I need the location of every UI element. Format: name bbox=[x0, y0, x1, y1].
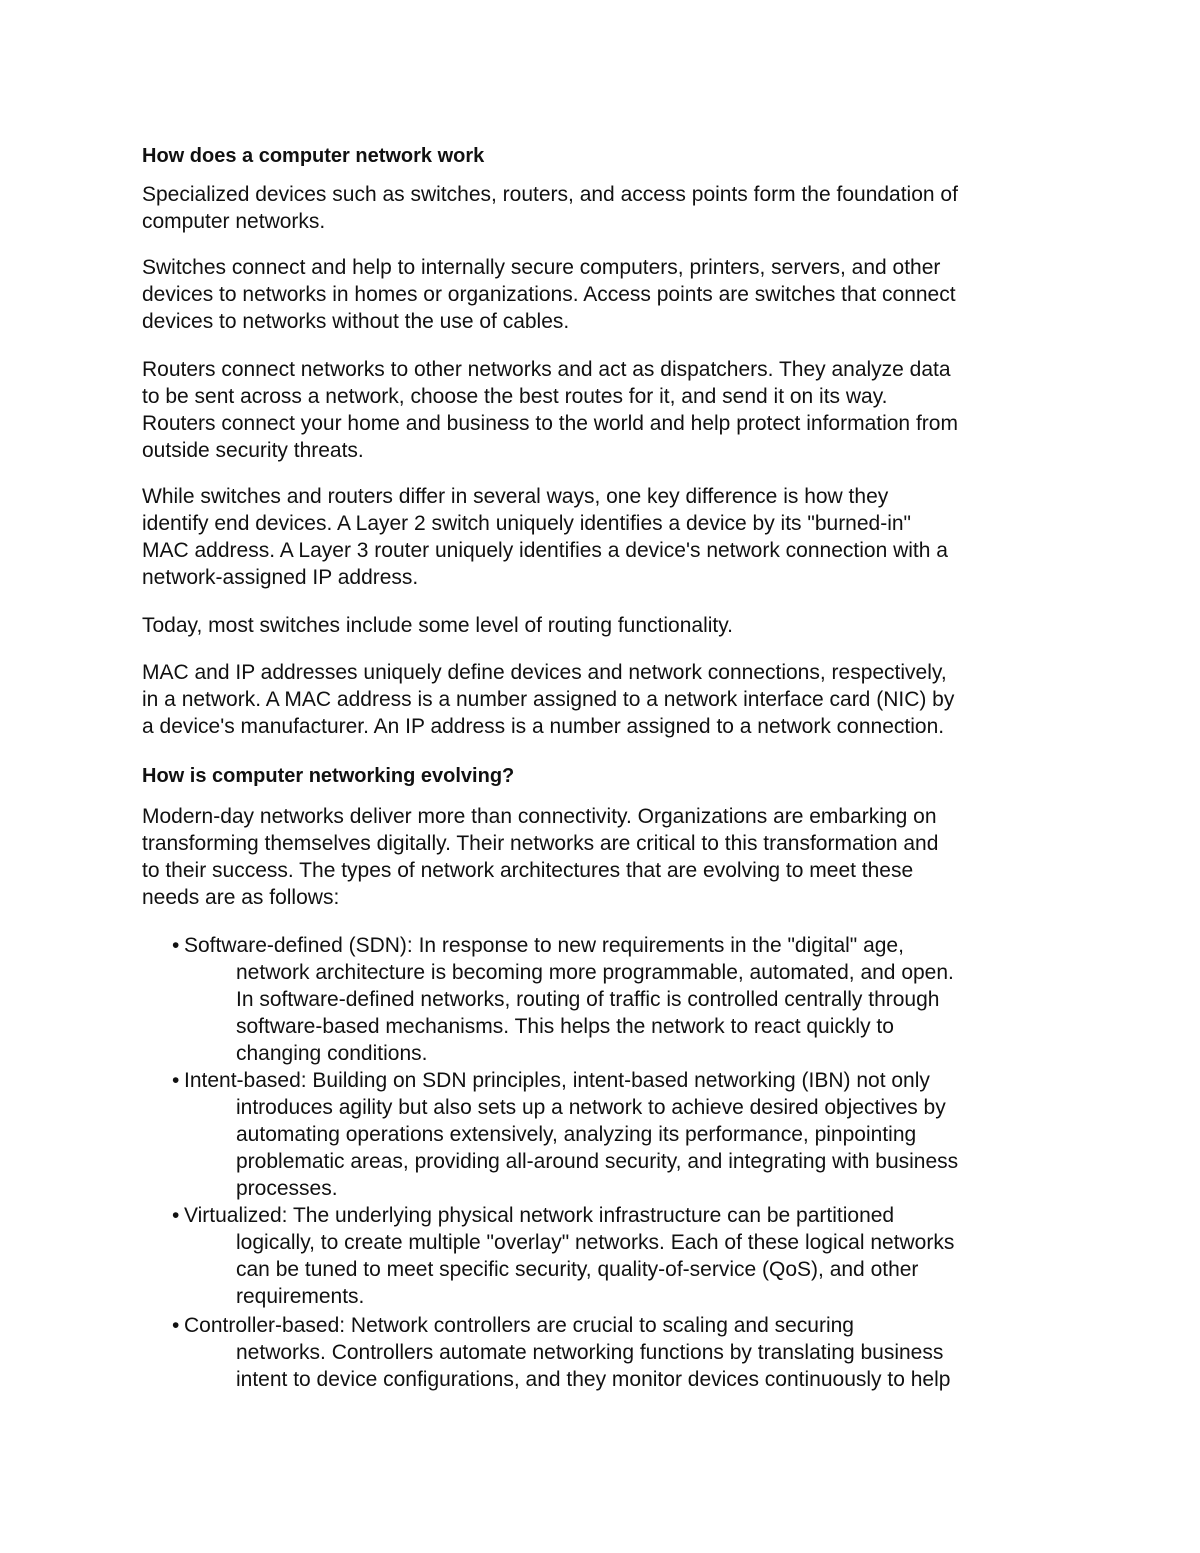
paragraph bbox=[142, 181, 1102, 235]
text-line: a device's manufacturer. An IP address is a number assigned to a network connection. bbox=[142, 715, 945, 738]
text-line: MAC address. A Layer 3 router uniquely identifies a device's network connection with a bbox=[142, 539, 948, 562]
paragraph bbox=[142, 659, 1102, 740]
text-line: in a network. A MAC address is a number assigned to a network interface card (NIC) by bbox=[142, 688, 955, 711]
text-line: devices to networks without the use of cables. bbox=[142, 310, 570, 333]
text-line: changing conditions. bbox=[236, 1042, 428, 1065]
bullet-item bbox=[172, 932, 1072, 1067]
text-line: Modern-day networks deliver more than connectivity. Organizations are embarking on bbox=[142, 805, 937, 828]
heading-how-network-works bbox=[142, 143, 1102, 170]
text-line: intent to device configurations, and they monitor devices continuously to help bbox=[236, 1368, 951, 1391]
text-line: to their success. The types of network architectures that are evolving to meet these bbox=[142, 859, 914, 882]
bullet-text: Virtualized: The underlying physical network infrastructure can be partitioned bbox=[184, 1204, 895, 1227]
text-line: outside security threats. bbox=[142, 439, 364, 462]
text-line: to be sent across a network, choose the best routes for it, and send it on its way. bbox=[142, 385, 888, 408]
bullet-text: Software-defined (SDN): In response to new requirements in the "digital" age, bbox=[184, 934, 904, 957]
bullet-icon: • bbox=[172, 1069, 180, 1092]
bullet-text: Controller-based: Network controllers are crucial to scaling and securing bbox=[184, 1314, 854, 1337]
bullet-text: Intent-based: Building on SDN principles, intent-based networking (IBN) not only bbox=[184, 1069, 930, 1092]
bullet-icon: • bbox=[172, 934, 180, 957]
paragraph bbox=[142, 803, 1102, 911]
text-line: needs are as follows: bbox=[142, 886, 340, 909]
paragraph bbox=[142, 356, 1102, 464]
text-line bbox=[172, 1312, 1072, 1339]
bullet-icon: • bbox=[172, 1204, 180, 1227]
text-line bbox=[172, 1202, 1072, 1229]
bullet-item bbox=[172, 1312, 1072, 1393]
text-line: can be tuned to meet specific security, quality-of-service (QoS), and other bbox=[236, 1258, 919, 1281]
text-line: Routers connect your home and business to the world and help protect information from bbox=[142, 412, 958, 435]
text-line: MAC and IP addresses uniquely define devices and network connections, respectively, bbox=[142, 661, 947, 684]
text-line: Switches connect and help to internally secure computers, printers, servers, and other bbox=[142, 256, 941, 279]
heading-text: How does a computer network work bbox=[142, 145, 485, 167]
paragraph bbox=[142, 483, 1102, 591]
text-line: Today, most switches include some level of routing functionality. bbox=[142, 614, 734, 637]
text-line: network architecture is becoming more programmable, automated, and open. bbox=[236, 961, 954, 984]
text-line bbox=[172, 932, 1072, 959]
text-line: While switches and routers differ in several ways, one key difference is how they bbox=[142, 485, 889, 508]
text-line: processes. bbox=[236, 1177, 338, 1200]
text-line: software-based mechanisms. This helps the network to react quickly to bbox=[236, 1015, 894, 1038]
bullet-icon: • bbox=[172, 1314, 180, 1337]
text-line: identify end devices. A Layer 2 switch uniquely identifies a device by its "burned-in" bbox=[142, 512, 912, 535]
paragraph bbox=[142, 612, 1102, 639]
text-line: Specialized devices such as switches, routers, and access points form the foundation of bbox=[142, 183, 958, 206]
text-line: network-assigned IP address. bbox=[142, 566, 419, 589]
text-line: logically, to create multiple "overlay" networks. Each of these logical networks bbox=[236, 1231, 955, 1254]
text-line: Routers connect networks to other networks and act as dispatchers. They analyze data bbox=[142, 358, 951, 381]
text-line: transforming themselves digitally. Their networks are critical to this transformation and bbox=[142, 832, 939, 855]
text-line: devices to networks in homes or organizations. Access points are switches that connect bbox=[142, 283, 956, 306]
heading-text: How is computer networking evolving? bbox=[142, 765, 515, 787]
bullet-item bbox=[172, 1067, 1072, 1202]
text-line: requirements. bbox=[236, 1285, 365, 1308]
text-line bbox=[172, 1067, 1072, 1094]
text-line: introduces agility but also sets up a network to achieve desired objectives by bbox=[236, 1096, 946, 1119]
text-line: In software-defined networks, routing of traffic is controlled centrally through bbox=[236, 988, 940, 1011]
text-line: computer networks. bbox=[142, 210, 326, 233]
text-line: automating operations extensively, analyzing its performance, pinpointing bbox=[236, 1123, 917, 1146]
bullet-item bbox=[172, 1202, 1072, 1310]
paragraph bbox=[142, 254, 1102, 335]
heading-networking-evolving bbox=[142, 763, 1102, 790]
text-line: networks. Controllers automate networking functions by translating business bbox=[236, 1341, 944, 1364]
text-line: problematic areas, providing all-around security, and integrating with business bbox=[236, 1150, 959, 1173]
